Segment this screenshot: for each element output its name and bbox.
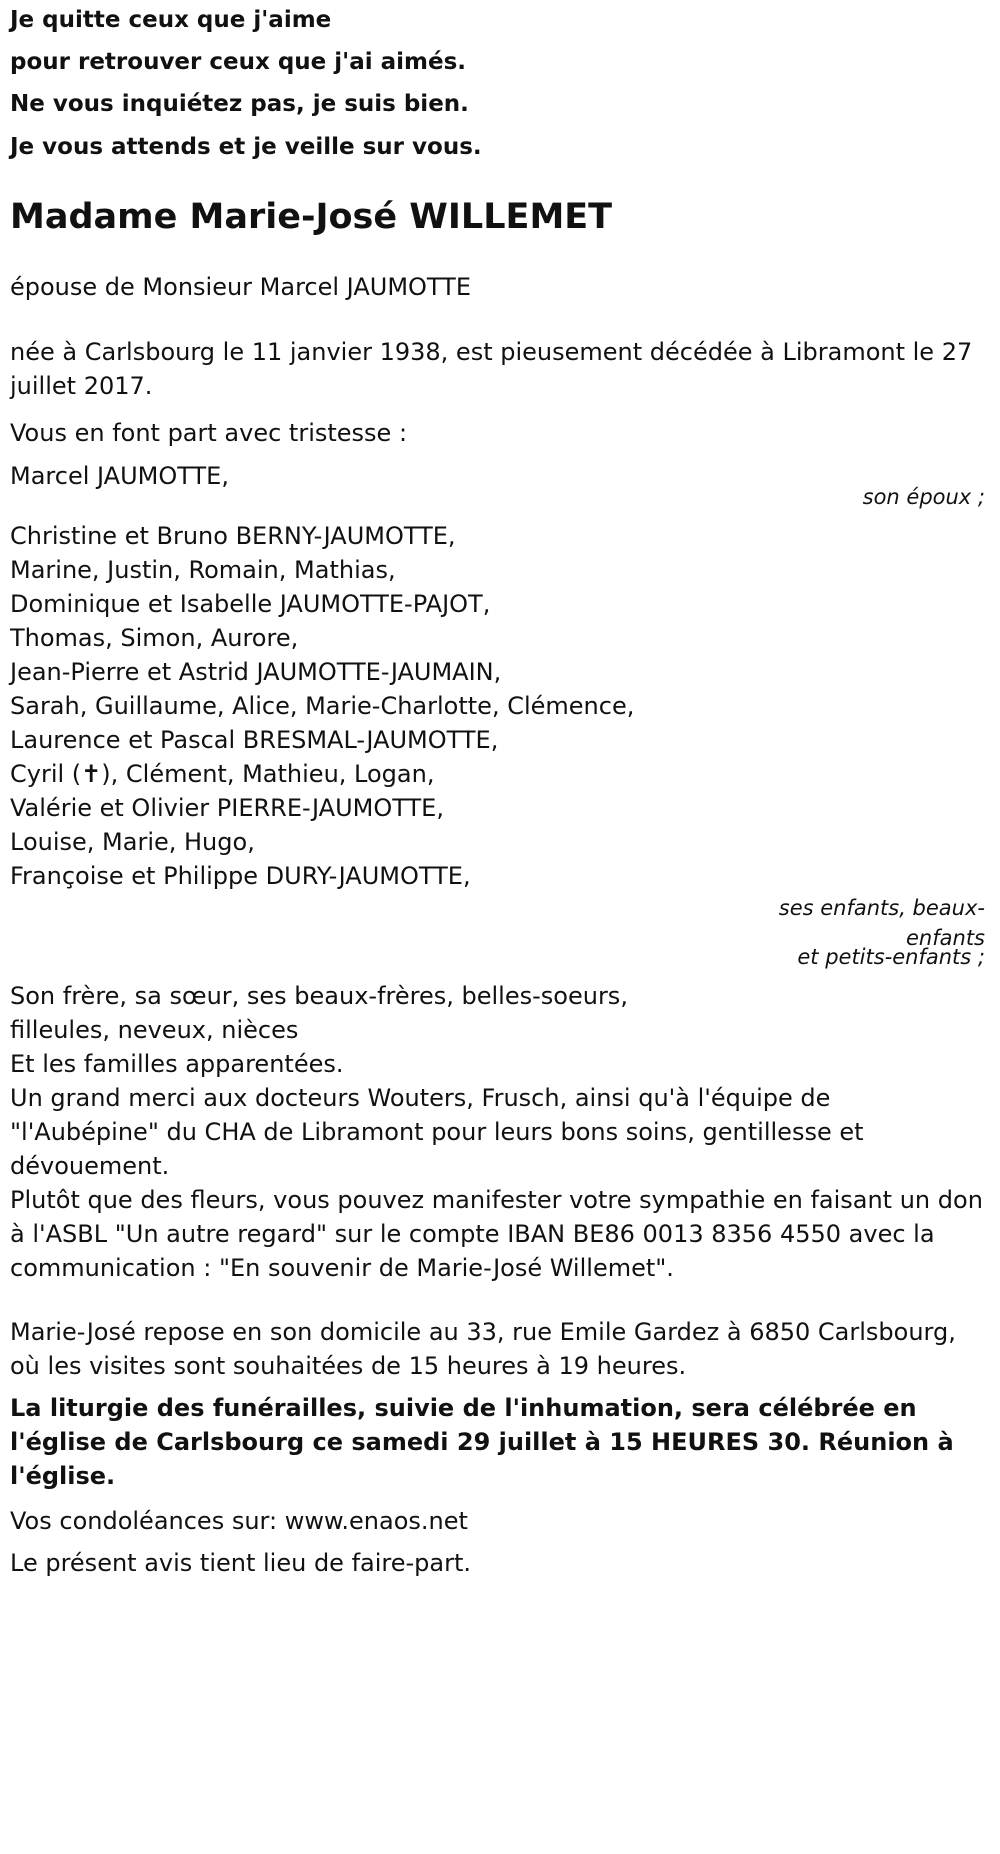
thanks-text: Un grand merci aux docteurs Wouters, Frusch, ainsi qu'à l'équipe de "l'Aubépine" du CHA de Libramont pour leurs bons soins, gentillesse et dévouement. <box>10 1084 864 1180</box>
poem-line: Je quitte ceux que j'aime <box>10 7 332 33</box>
rest-text: Marie-José repose en son domicile au 33, rue Emile Gardez à 6850 Carlsbourg, où les visites sont souhaitées de 15 heures à 19 heures. <box>10 1318 956 1380</box>
poem-line: Je vous attends et je veille sur vous. <box>10 134 482 160</box>
poem <box>10 0 985 169</box>
birth-death-text: née à Carlsbourg le 11 janvier 1938, est pieusement décédée à Libramont le 27 juillet 2017. <box>10 338 973 400</box>
family-role <box>10 893 985 969</box>
list-item: Christine et Bruno BERNY-JAUMOTTE, <box>10 522 456 550</box>
list-item: Louise, Marie, Hugo, <box>10 828 255 856</box>
list-item: Sarah, Guillaume, Alice, Marie-Charlotte, Clémence, <box>10 692 635 720</box>
list-item: Jean-Pierre et Astrid JAUMOTTE-JAUMAIN, <box>10 658 502 686</box>
list-item: Valérie et Olivier PIERRE-JAUMOTTE, <box>10 794 444 822</box>
poem-line: pour retrouver ceux que j'ai aimés. <box>10 49 467 75</box>
list-item: filleules, neveux, nièces <box>10 1016 299 1044</box>
list-item: Marine, Justin, Romain, Mathias, <box>10 556 396 584</box>
announcement-text: Vous en font part avec tristesse : <box>10 419 408 447</box>
family-role-line-2: et petits-enfants ; <box>797 945 985 969</box>
list-item: Laurence et Pascal BRESMAL-JAUMOTTE, <box>10 726 499 754</box>
husband-name: Marcel JAUMOTTE, <box>10 462 229 490</box>
poem-line: Ne vous inquiétez pas, je suis bien. <box>10 91 469 117</box>
husband-role: son époux ; <box>862 485 985 509</box>
spouse-line: épouse de Monsieur Marcel JAUMOTTE <box>10 273 471 301</box>
list-item: Thomas, Simon, Aurore, <box>10 624 299 652</box>
donation-text: Plutôt que des fleurs, vous pouvez manifester votre sympathie en faisant un don à l'ASBL "Un autre regard" sur le compte IBAN BE86 0013 8356 4550 avec la communication : "En souvenir de Marie-José Willemet". <box>10 1186 983 1282</box>
funeral-text: La liturgie des funérailles, suivie de l'inhumation, sera célébrée en l'église de Carlsbourg ce samedi 29 juillet à 15 HEURES 30. Réunion à l'église. <box>10 1394 954 1490</box>
list-item: Dominique et Isabelle JAUMOTTE-PAJOT, <box>10 590 491 618</box>
obituary-notice <box>10 0 985 1583</box>
list-item: Cyril (✝), Clément, Mathieu, Logan, <box>10 760 435 788</box>
family-role-line-1: ses enfants, beaux-enfants <box>778 896 985 950</box>
list-item: Son frère, sa sœur, ses beaux-frères, belles-soeurs, <box>10 982 628 1010</box>
condolences-text: Vos condoléances sur: www.enaos.net <box>10 1507 468 1535</box>
relatives-list <box>10 979 985 1081</box>
notice-text: Le présent avis tient lieu de faire-part. <box>10 1549 472 1577</box>
family-list <box>10 519 985 893</box>
list-item: Françoise et Philippe DURY-JAUMOTTE, <box>10 862 471 890</box>
list-item: Et les familles apparentées. <box>10 1050 344 1078</box>
deceased-name: Madame Marie-José WILLEMET <box>10 197 613 237</box>
